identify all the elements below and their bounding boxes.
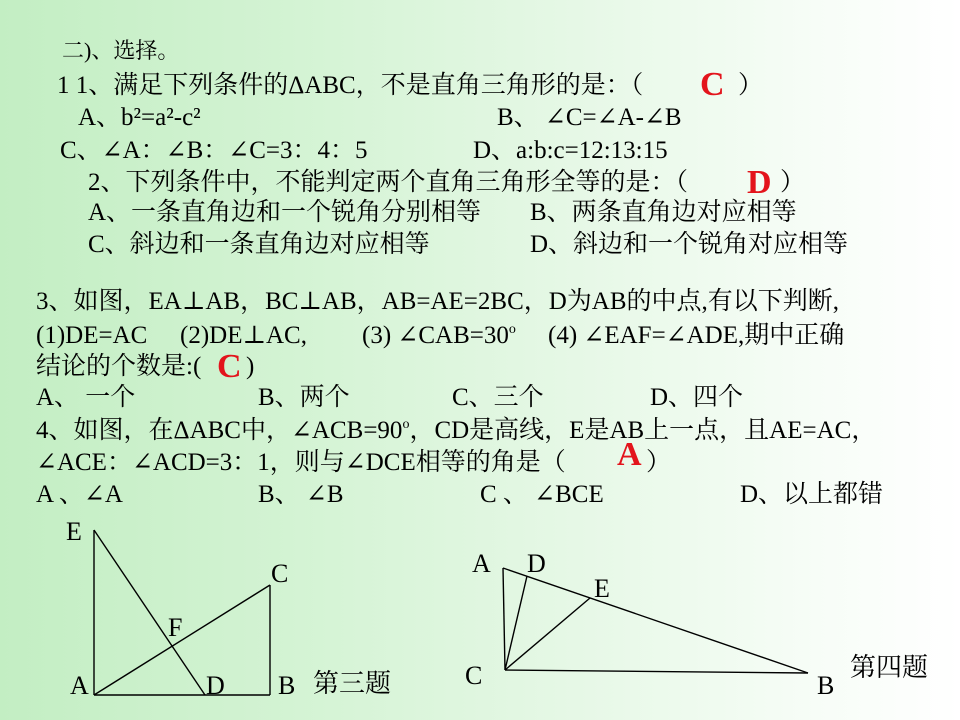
segment-ed <box>94 530 205 695</box>
section-title: 二)、选择。 <box>62 38 180 63</box>
segment-cd <box>505 576 527 670</box>
q3-judgment-3-text: (3) ∠CAB=30 <box>362 322 509 349</box>
q4-option-c: C 、 ∠BCE <box>480 481 604 508</box>
q4-close-paren: ） <box>646 449 672 476</box>
q4-answer: A <box>617 436 642 473</box>
fig3-label-b: B <box>278 671 296 700</box>
q2-option-c: C、斜边和一条直角边对应相等 <box>88 231 430 258</box>
figure-3 <box>66 517 391 700</box>
fig3-label-f: F <box>168 613 183 642</box>
segment-ac <box>503 568 505 670</box>
q4-stem-line2: ∠ACE：∠ACD=3：1，则与∠DCE相等的角是（ <box>36 449 566 476</box>
fig3-label-a: A <box>70 671 89 700</box>
q1-close-paren: ） <box>738 72 764 99</box>
q3-option-a: A、 一个 <box>36 384 136 411</box>
q2-close-paren: ） <box>780 169 806 196</box>
q1-stem: 1 1、满足下列条件的ΔABC，不是直角三角形的是：（ <box>57 72 644 99</box>
q2-option-b: B、两条直角边对应相等 <box>530 199 797 226</box>
q4-stem-line1-a: 4、如图，在ΔABC中，∠ACB=90 <box>36 417 403 444</box>
fig4-label-d: D <box>527 549 546 578</box>
q3-option-b: B、两个 <box>258 384 350 411</box>
q2-option-d: D、斜边和一个锐角对应相等 <box>530 231 849 258</box>
segment-ab <box>503 568 808 673</box>
q4-option-a: A 、∠A <box>36 481 123 508</box>
fig3-label-c: C <box>271 559 289 588</box>
q4-option-b: B、 ∠B <box>258 481 344 508</box>
q3-answer: C <box>217 348 242 385</box>
q3-close-paren: ) <box>246 353 255 380</box>
q1-option-d: D、a:b:c=12:13:15 <box>473 137 668 164</box>
fig3-caption: 第三题 <box>313 669 392 698</box>
q3-stem-line1: 3、如图，EA⊥AB，BC⊥AB，AB=AE=2BC，D为AB的中点,有以下判断, <box>36 288 840 315</box>
q4-degree-mark: o <box>402 417 410 432</box>
q2-stem: 2、下列条件中，不能判定两个直角三角形全等的是：（ <box>88 169 689 196</box>
segment-ce <box>505 598 590 670</box>
fig3-label-e: E <box>66 517 82 546</box>
q3-judgment-1: (1)DE=AC <box>36 322 148 349</box>
q4-option-d: D、以上都错 <box>740 481 884 508</box>
fig4-label-a: A <box>472 549 491 578</box>
fig4-label-b: B <box>817 671 835 700</box>
fig3-label-d: D <box>206 671 225 700</box>
q3-option-c: C、三个 <box>452 384 544 411</box>
q3-option-d: D、四个 <box>650 384 744 411</box>
fig4-label-c: C <box>465 661 483 690</box>
q3-degree-mark: o <box>508 322 516 337</box>
q1-option-a: A、b²=a²-c² <box>78 104 201 131</box>
q1-option-b: B、 ∠C=∠A-∠B <box>497 104 682 131</box>
q4-stem-line1-b: ，CD是高线，E是AB上一点，且AE=AC， <box>409 417 877 444</box>
q2-answer: D <box>747 164 772 201</box>
fig4-caption: 第四题 <box>850 653 929 682</box>
figure-4 <box>465 549 928 700</box>
fig4-label-e: E <box>594 574 610 603</box>
q2-option-a: A、一条直角边和一个锐角分别相等 <box>88 199 482 226</box>
q3-judgment-4: (4) ∠EAF=∠ADE,期中正确 <box>548 322 845 349</box>
q1-answer: C <box>700 66 725 103</box>
q1-option-c: C、∠A：∠B：∠C=3：4：5 <box>60 137 368 164</box>
q3-judgment-2: (2)DE⊥AC, <box>180 322 307 349</box>
segment-cb <box>505 670 808 673</box>
q3-stem-line3: 结论的个数是:( <box>36 353 202 380</box>
